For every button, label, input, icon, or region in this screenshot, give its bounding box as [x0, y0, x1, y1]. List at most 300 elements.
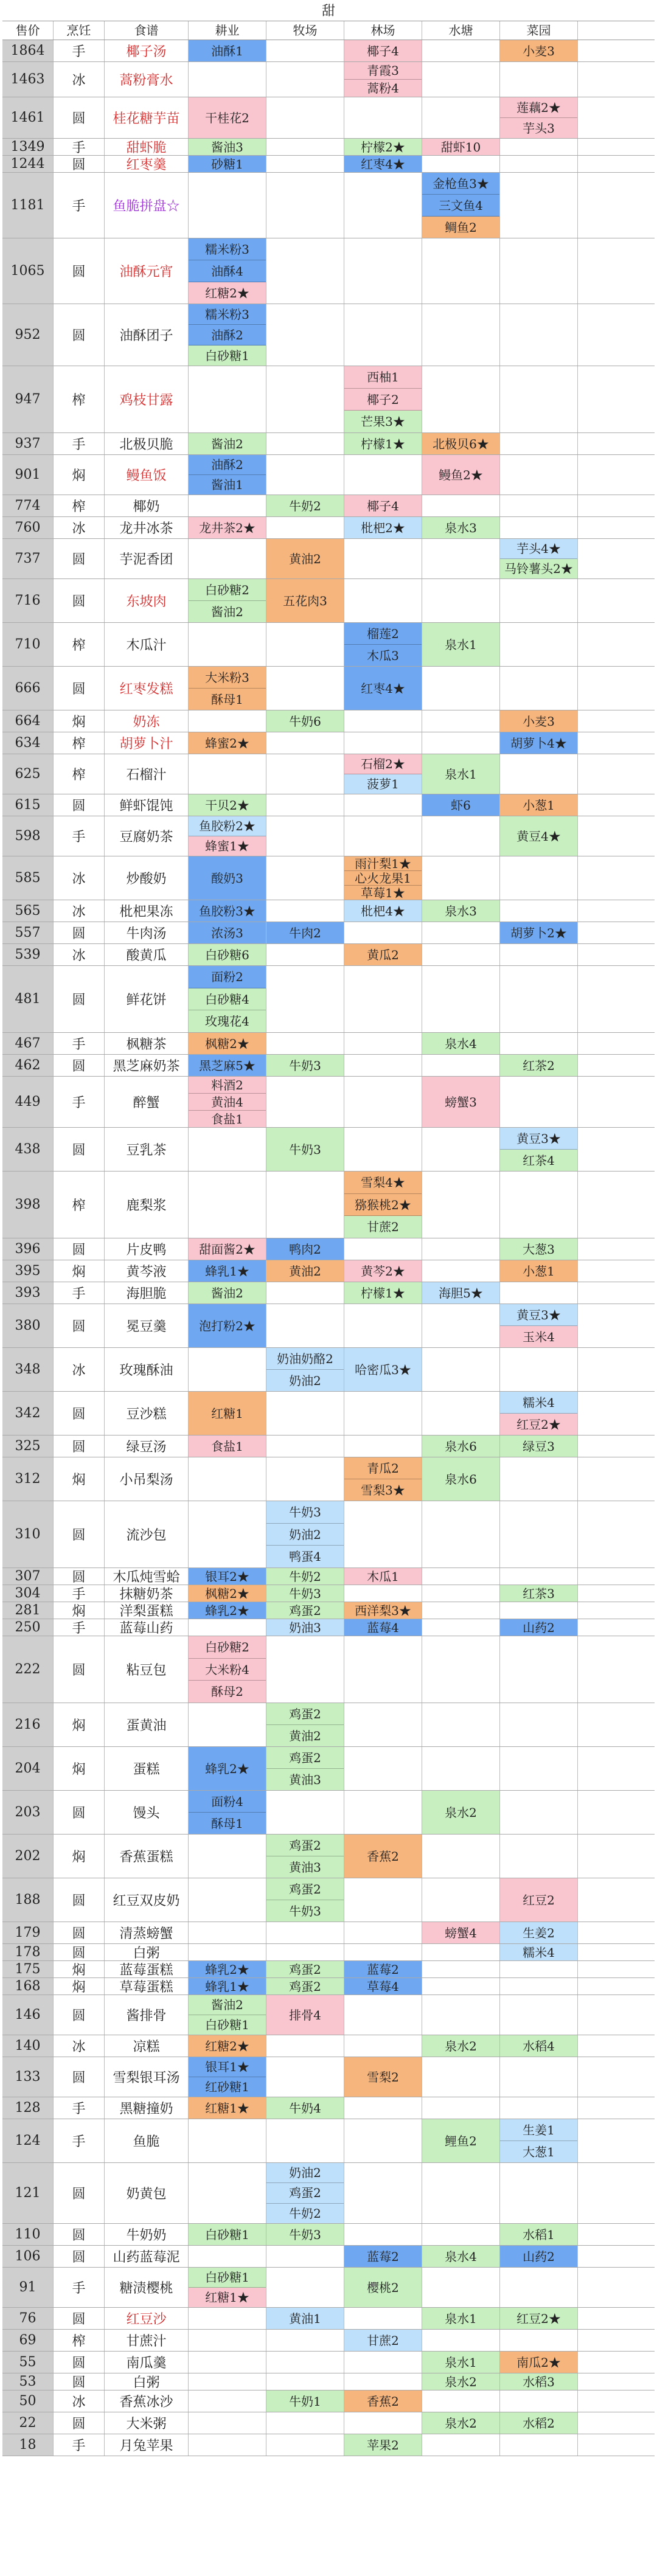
table-row [2, 1995, 655, 2035]
ingredient-cell-garden [500, 2224, 578, 2245]
ingredient-cell-farm [189, 966, 266, 1032]
price-cell: 462 [2, 1055, 54, 1076]
ingredient-cell-pond [422, 1835, 500, 1878]
ingredient-chip: 红糖2★ [189, 282, 266, 304]
cook-method-cell: 焖 [54, 1835, 105, 1878]
price-cell: 1864 [2, 40, 54, 61]
ingredient-cell-garden [500, 1703, 578, 1746]
ingredient-cell-pond [422, 667, 500, 710]
price-cell: 342 [2, 1392, 54, 1435]
ingredient-cell-garden [500, 1077, 578, 1127]
ingredient-chip: 奶油2 [266, 2163, 344, 2183]
cook-method-cell: 圆 [54, 2224, 105, 2245]
cook-method-cell: 圆 [54, 667, 105, 710]
ingredient-cell-farm [189, 1585, 266, 1602]
ingredient-cell-ranch [266, 754, 344, 794]
ingredient-chip: 草莓1★ [344, 886, 422, 900]
ingredient-chip: 红糖2★ [189, 2035, 266, 2057]
ingredient-chip: 浓汤3 [189, 922, 266, 943]
ingredient-cell-forest [344, 1944, 422, 1960]
table-row [2, 238, 655, 304]
table-row [2, 754, 655, 794]
ingredient-cell-forest [344, 2057, 422, 2097]
ingredient-cell-pond [422, 1392, 500, 1435]
ingredient-chip: 青霞3 [344, 62, 422, 80]
ingredient-cell-forest [344, 1033, 422, 1054]
cook-method-cell: 圆 [54, 1392, 105, 1435]
price-cell: 175 [2, 1961, 54, 1977]
ingredient-cell-forest [344, 1348, 422, 1391]
header-row [2, 21, 655, 40]
ingredient-chip: 蜂乳2★ [189, 1961, 266, 1977]
table-row [2, 2163, 655, 2224]
ingredient-cell-garden [500, 455, 578, 495]
ingredient-cell-ranch [266, 517, 344, 538]
cook-method-cell: 榨 [54, 366, 105, 432]
ingredient-cell-forest [344, 816, 422, 856]
price-cell: 178 [2, 1944, 54, 1960]
ingredient-chip: 泉水3 [422, 900, 499, 922]
ingredient-cell-ranch [266, 455, 344, 495]
cook-method-cell: 圆 [54, 1995, 105, 2035]
ingredient-chip: 酸奶3 [189, 856, 266, 900]
price-cell: 1181 [2, 173, 54, 238]
ingredient-cell-garden [500, 2057, 578, 2097]
ingredient-cell-farm [189, 1348, 266, 1391]
ingredient-cell-forest [344, 1457, 422, 1501]
ingredient-chip: 芒果3★ [344, 411, 422, 432]
price-cell: 565 [2, 900, 54, 922]
ingredient-cell-pond [422, 304, 500, 366]
table-row [2, 1077, 655, 1128]
ingredient-cell-forest [344, 794, 422, 816]
ingredient-cell-forest [344, 1055, 422, 1076]
ingredient-chip: 大葱1 [500, 2141, 577, 2162]
ingredient-chip: 泉水4 [422, 1033, 499, 1054]
ingredient-cell-pond [422, 97, 500, 138]
ingredient-chip: 黄油2 [266, 539, 344, 578]
ingredient-chip: 泉水6 [422, 1436, 499, 1457]
ingredient-chip: 鸡蛋2 [266, 1978, 344, 1994]
ingredient-cell-garden [500, 433, 578, 454]
cook-method-cell: 圆 [54, 1922, 105, 1943]
recipe-name-cell: 蛋黄油 [105, 1703, 189, 1746]
table-row [2, 495, 655, 517]
ingredient-cell-ranch [266, 1636, 344, 1703]
cook-method-cell: 圆 [54, 2057, 105, 2097]
ingredient-chip: 椰子2 [344, 389, 422, 411]
header-farm: 耕业 [189, 21, 266, 40]
recipe-name-cell: 白粥 [105, 1944, 189, 1960]
price-cell: 438 [2, 1128, 54, 1171]
ingredient-cell-ranch [266, 900, 344, 922]
ingredient-cell-farm [189, 2434, 266, 2456]
ingredient-chip: 红豆2★ [500, 2308, 577, 2329]
ingredient-chip: 甘蔗2 [344, 1216, 422, 1238]
recipe-name-cell: 抹糖奶茶 [105, 1585, 189, 1602]
sheet-title: 甜 [2, 2, 655, 21]
table-row [2, 1238, 655, 1260]
recipe-name-cell: 豆乳茶 [105, 1128, 189, 1171]
ingredient-cell-garden [500, 754, 578, 794]
ingredient-cell-garden [500, 495, 578, 516]
ingredient-cell-garden [500, 1260, 578, 1282]
ingredient-cell-ranch [266, 1703, 344, 1746]
ingredient-cell-garden [500, 2390, 578, 2412]
ingredient-chip: 黄油3 [266, 1856, 344, 1878]
ingredient-cell-pond [422, 2330, 500, 2351]
recipe-name-cell: 红枣羹 [105, 156, 189, 172]
table-row [2, 2308, 655, 2330]
ingredient-cell-ranch [266, 539, 344, 578]
ingredient-cell-ranch [266, 2434, 344, 2456]
ingredient-chip: 红糖1★ [189, 2097, 266, 2119]
recipe-name-cell: 蓝莓山药 [105, 1619, 189, 1636]
ingredient-cell-farm [189, 2308, 266, 2329]
cook-method-cell: 榨 [54, 2330, 105, 2351]
ingredient-cell-ranch [266, 366, 344, 432]
recipe-name-cell: 酸黄瓜 [105, 944, 189, 965]
ingredient-cell-ranch [266, 1282, 344, 1304]
cook-method-cell: 焖 [54, 1978, 105, 1994]
header-ranch: 牧场 [266, 21, 344, 40]
cook-method-cell: 冰 [54, 2390, 105, 2412]
price-cell: 53 [2, 2373, 54, 2390]
ingredient-cell-pond [422, 2224, 500, 2245]
recipe-name-cell: 月兔苹果 [105, 2434, 189, 2456]
ingredient-cell-forest [344, 304, 422, 366]
ingredient-cell-ranch [266, 794, 344, 816]
ingredient-chip: 生姜2 [500, 1922, 577, 1943]
ingredient-cell-pond [422, 517, 500, 538]
price-cell: 947 [2, 366, 54, 432]
ingredient-cell-garden [500, 1568, 578, 1585]
price-cell: 774 [2, 495, 54, 516]
ingredient-chip: 牛肉2 [266, 922, 344, 943]
ingredient-cell-farm [189, 1172, 266, 1238]
price-cell: 281 [2, 1602, 54, 1619]
ingredient-cell-forest [344, 710, 422, 732]
ingredient-cell-garden [500, 944, 578, 965]
ingredient-cell-pond [422, 1619, 500, 1636]
ingredient-chip: 蓝莓2 [344, 1961, 422, 1977]
ingredient-cell-farm [189, 1747, 266, 1790]
price-cell: 380 [2, 1304, 54, 1347]
cook-method-cell: 圆 [54, 1636, 105, 1703]
ingredient-cell-garden [500, 966, 578, 1032]
price-cell: 55 [2, 2352, 54, 2373]
ingredient-cell-garden [500, 1128, 578, 1171]
ingredient-chip: 白砂糖1 [189, 2015, 266, 2035]
cook-method-cell: 焖 [54, 1703, 105, 1746]
ingredient-cell-farm [189, 1619, 266, 1636]
ingredient-chip: 银耳1★ [189, 2057, 266, 2077]
ingredient-chip: 苹果2 [344, 2434, 422, 2456]
ingredient-chip: 猕猴桃2★ [344, 1194, 422, 1217]
ingredient-chip: 甜虾10 [422, 139, 499, 155]
ingredient-chip: 水稻2 [500, 2412, 577, 2434]
ingredient-chip: 干桂花2 [189, 97, 266, 138]
ingredient-cell-ranch [266, 1077, 344, 1127]
ingredient-cell-garden [500, 1922, 578, 1943]
ingredient-chip: 山药2 [500, 1619, 577, 1636]
recipe-name-cell: 东坡肉 [105, 579, 189, 622]
table-row [2, 1619, 655, 1636]
ingredient-cell-ranch [266, 667, 344, 710]
ingredient-cell-forest [344, 156, 422, 172]
table-row [2, 1703, 655, 1747]
ingredient-cell-forest [344, 455, 422, 495]
ingredient-cell-pond [422, 495, 500, 516]
ingredient-cell-garden [500, 1835, 578, 1878]
ingredient-cell-pond [422, 40, 500, 61]
cook-method-cell: 圆 [54, 539, 105, 578]
recipe-name-cell: 黑芝麻奶茶 [105, 1055, 189, 1076]
ingredient-cell-farm [189, 816, 266, 856]
table-row [2, 1922, 655, 1944]
table-row [2, 1260, 655, 1282]
ingredient-cell-ranch [266, 944, 344, 965]
ingredient-cell-forest [344, 944, 422, 965]
ingredient-cell-farm [189, 1238, 266, 1260]
ingredient-cell-garden [500, 1619, 578, 1636]
ingredient-chip: 西柚1 [344, 366, 422, 389]
table-row [2, 1282, 655, 1304]
table-row [2, 1348, 655, 1392]
ingredient-cell-pond [422, 1260, 500, 1282]
ingredient-chip: 心火龙果1 [344, 871, 422, 886]
table-row [2, 623, 655, 667]
recipe-sheet [2, 2, 655, 2574]
recipe-name-cell: 洋梨蛋糕 [105, 1602, 189, 1619]
ingredient-cell-pond [422, 816, 500, 856]
ingredient-cell-garden [500, 2308, 578, 2329]
ingredient-chip: 蜂蜜2★ [189, 732, 266, 754]
ingredient-chip: 料酒2 [189, 1077, 266, 1094]
ingredient-cell-pond [422, 1747, 500, 1790]
ingredient-cell-farm [189, 1922, 266, 1943]
ingredient-cell-farm [189, 1995, 266, 2035]
table-row [2, 62, 655, 97]
ingredient-cell-farm [189, 1703, 266, 1746]
ingredient-chip: 白砂糖1 [189, 2268, 266, 2288]
ingredient-chip: 红茶4 [500, 1150, 577, 1171]
ingredient-chip: 绿豆3 [500, 1436, 577, 1457]
cook-method-cell: 圆 [54, 794, 105, 816]
ingredient-cell-garden [500, 579, 578, 622]
ingredient-cell-farm [189, 2268, 266, 2307]
recipe-name-cell: 炒酸奶 [105, 856, 189, 900]
table-row [2, 1457, 655, 1501]
price-cell: 625 [2, 754, 54, 794]
ingredient-chip: 蓝莓4 [344, 1619, 422, 1636]
ingredient-cell-forest [344, 238, 422, 304]
ingredient-cell-pond [422, 944, 500, 965]
ingredient-cell-pond [422, 1978, 500, 1994]
cook-method-cell: 圆 [54, 97, 105, 138]
ingredient-chip: 酱油2 [189, 1282, 266, 1304]
ingredient-cell-pond [422, 433, 500, 454]
table-row [2, 2119, 655, 2163]
ingredient-cell-ranch [266, 238, 344, 304]
ingredient-chip: 香蕉2 [344, 2390, 422, 2412]
ingredient-cell-ranch [266, 40, 344, 61]
ingredient-cell-forest [344, 97, 422, 138]
ingredient-chip: 鸡蛋2 [266, 1747, 344, 1769]
ingredient-chip: 酥母2 [189, 1681, 266, 1703]
ingredient-chip: 青瓜2 [344, 1457, 422, 1479]
ingredient-cell-pond [422, 2246, 500, 2267]
ingredient-chip: 小麦3 [500, 710, 577, 732]
table-body [2, 40, 655, 2456]
ingredient-cell-forest [344, 900, 422, 922]
ingredient-chip: 酥母1 [189, 1813, 266, 1834]
ingredient-cell-ranch [266, 1348, 344, 1391]
ingredient-cell-forest [344, 539, 422, 578]
ingredient-cell-forest [344, 2412, 422, 2434]
table-row [2, 304, 655, 366]
ingredient-cell-ranch [266, 1568, 344, 1585]
ingredient-chip: 酥母1 [189, 689, 266, 710]
cook-method-cell: 焖 [54, 1602, 105, 1619]
cook-method-cell: 圆 [54, 238, 105, 304]
price-cell: 202 [2, 1835, 54, 1878]
price-cell: 664 [2, 710, 54, 732]
recipe-name-cell: 绿豆汤 [105, 1436, 189, 1457]
recipe-name-cell: 草莓蛋糕 [105, 1978, 189, 1994]
recipe-name-cell: 牛奶奶 [105, 2224, 189, 2245]
ingredient-cell-forest [344, 40, 422, 61]
ingredient-chip: 水稻4 [500, 2035, 577, 2057]
ingredient-cell-garden [500, 1055, 578, 1076]
ingredient-cell-garden [500, 1995, 578, 2035]
price-cell: 76 [2, 2308, 54, 2329]
ingredient-chip: 油酥2 [189, 455, 266, 475]
ingredient-chip: 牛奶3 [266, 1128, 344, 1171]
ingredient-cell-garden [500, 1636, 578, 1703]
cook-method-cell: 手 [54, 2268, 105, 2307]
table-row [2, 2434, 655, 2456]
ingredient-cell-ranch [266, 2035, 344, 2057]
table-row [2, 1602, 655, 1619]
ingredient-cell-pond [422, 366, 500, 432]
cook-method-cell: 手 [54, 433, 105, 454]
ingredient-cell-ranch [266, 1619, 344, 1636]
ingredient-chip: 南瓜2★ [500, 2352, 577, 2373]
ingredient-cell-ranch [266, 173, 344, 238]
ingredient-cell-ranch [266, 2163, 344, 2223]
ingredient-cell-ranch [266, 1055, 344, 1076]
price-cell: 398 [2, 1172, 54, 1238]
cook-method-cell: 焖 [54, 1961, 105, 1977]
ingredient-cell-garden [500, 2097, 578, 2119]
ingredient-cell-farm [189, 1978, 266, 1994]
price-cell: 121 [2, 2163, 54, 2223]
ingredient-cell-farm [189, 97, 266, 138]
ingredient-cell-forest [344, 1703, 422, 1746]
price-cell: 146 [2, 1995, 54, 2035]
ingredient-cell-pond [422, 1703, 500, 1746]
recipe-name-cell: 鲜花饼 [105, 966, 189, 1032]
ingredient-cell-farm [189, 238, 266, 304]
ingredient-cell-forest [344, 495, 422, 516]
table-row [2, 732, 655, 754]
ingredient-cell-ranch [266, 2373, 344, 2390]
ingredient-cell-farm [189, 40, 266, 61]
ingredient-cell-ranch [266, 2268, 344, 2307]
ingredient-cell-forest [344, 754, 422, 794]
recipe-name-cell: 北极贝脆 [105, 433, 189, 454]
ingredient-cell-ranch [266, 495, 344, 516]
ingredient-cell-forest [344, 1585, 422, 1602]
ingredient-cell-garden [500, 1501, 578, 1567]
price-cell: 393 [2, 1282, 54, 1304]
ingredient-cell-ranch [266, 1128, 344, 1171]
ingredient-cell-garden [500, 1392, 578, 1435]
ingredient-cell-ranch [266, 1878, 344, 1922]
ingredient-chip: 泉水3 [422, 517, 499, 538]
ingredient-cell-farm [189, 2352, 266, 2373]
ingredient-cell-forest [344, 1619, 422, 1636]
ingredient-cell-forest [344, 1961, 422, 1977]
ingredient-cell-garden [500, 667, 578, 710]
ingredient-cell-farm [189, 732, 266, 754]
table-row [2, 794, 655, 816]
price-cell: 557 [2, 922, 54, 943]
ingredient-cell-garden [500, 1033, 578, 1054]
table-row [2, 366, 655, 433]
ingredient-chip: 牛奶3 [266, 1055, 344, 1076]
ingredient-cell-pond [422, 139, 500, 155]
ingredient-chip: 大葱3 [500, 1238, 577, 1260]
ingredient-chip: 奶油奶酪2 [266, 1348, 344, 1370]
ingredient-chip: 西洋梨3★ [344, 1602, 422, 1619]
ingredient-cell-garden [500, 2035, 578, 2057]
table-row [2, 2268, 655, 2308]
ingredient-chip: 白砂糖1 [189, 345, 266, 366]
ingredient-chip: 牛奶2 [266, 1568, 344, 1585]
ingredient-chip: 小麦3 [500, 40, 577, 61]
ingredient-cell-forest [344, 623, 422, 666]
cook-method-cell: 手 [54, 2119, 105, 2162]
price-cell: 106 [2, 2246, 54, 2267]
price-cell: 585 [2, 856, 54, 900]
ingredient-cell-ranch [266, 1922, 344, 1943]
ingredient-chip: 小葱1 [500, 1260, 577, 1282]
ingredient-cell-ranch [266, 1585, 344, 1602]
table-row [2, 517, 655, 539]
ingredient-cell-farm [189, 1791, 266, 1834]
recipe-name-cell: 桂花糖芋苗 [105, 97, 189, 138]
ingredient-chip: 雪梨3★ [344, 1479, 422, 1501]
ingredient-cell-garden [500, 2119, 578, 2162]
ingredient-cell-pond [422, 794, 500, 816]
ingredient-cell-garden [500, 40, 578, 61]
ingredient-cell-ranch [266, 856, 344, 900]
ingredient-cell-garden [500, 1304, 578, 1347]
cook-method-cell: 圆 [54, 2163, 105, 2223]
ingredient-cell-forest [344, 2390, 422, 2412]
recipe-name-cell: 鹿梨浆 [105, 1172, 189, 1238]
ingredient-cell-pond [422, 966, 500, 1032]
cook-method-cell: 圆 [54, 2308, 105, 2329]
price-cell: 91 [2, 2268, 54, 2307]
ingredient-cell-farm [189, 2035, 266, 2057]
ingredient-cell-ranch [266, 1457, 344, 1501]
table-row [2, 1128, 655, 1172]
ingredient-cell-farm [189, 1282, 266, 1304]
ingredient-cell-pond [422, 2057, 500, 2097]
